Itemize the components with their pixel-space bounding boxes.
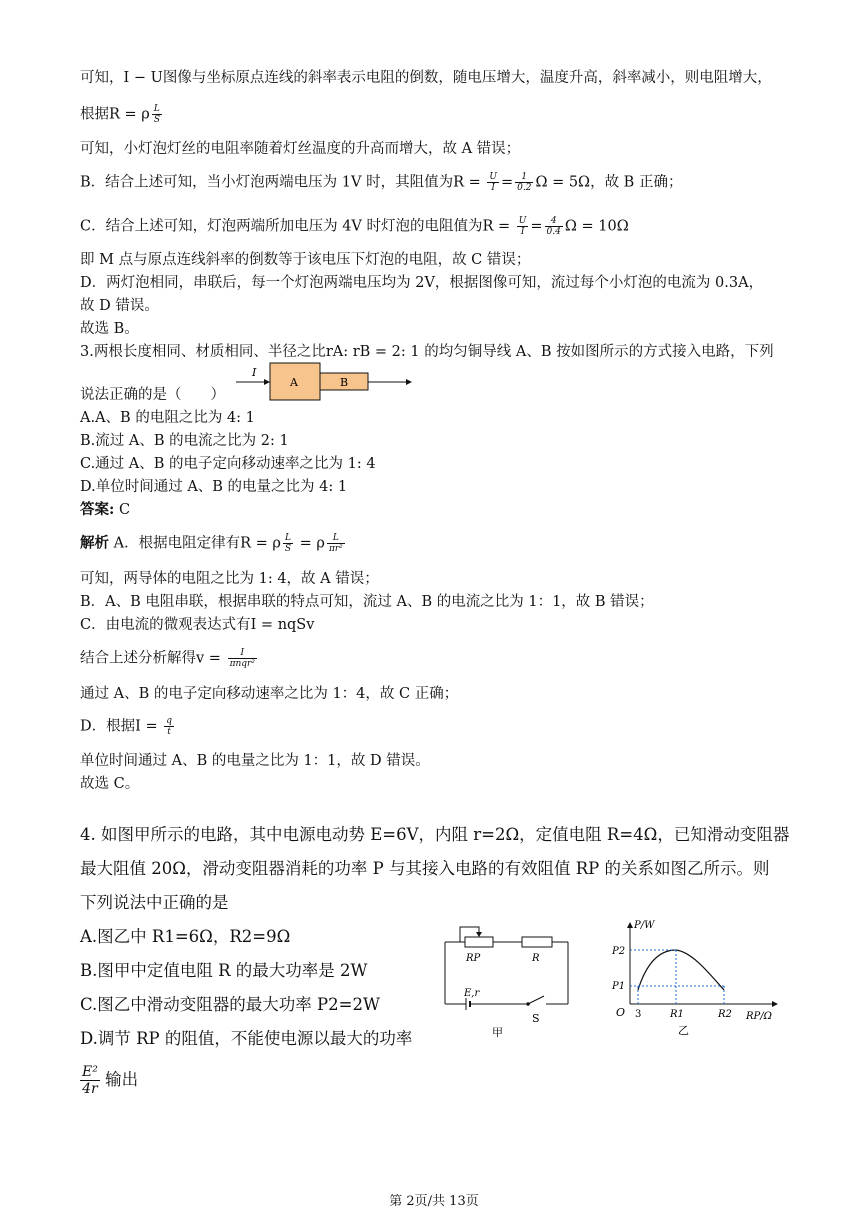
option-c: C.图乙中滑动变阻器的最大功率 P2=2W — [80, 995, 380, 1014]
y-axis-label: P/W — [634, 920, 655, 931]
text-line: D．两灯泡相同，串联后，每一个灯泡两端电压均为 2V，根据图像可知，流过每个小灯泡的电流为 0.3A， — [80, 275, 764, 291]
text-line: 可知，小灯泡灯丝的电阻率随着灯丝温度的升高而增大，故 A 错误； — [80, 141, 521, 157]
resistor-r — [522, 937, 552, 947]
analysis-line: 解析 A．根据电阻定律有R = ρ $\frac{L}{S}$ = ρ $\frac{L}{\text{πr²}}$ — [80, 533, 343, 554]
x-arrow — [772, 1001, 778, 1007]
answer-label: 答案: — [80, 501, 115, 518]
text-line: D．根据I = $\frac{q}{t}$ — [80, 716, 172, 737]
r-label: R — [532, 953, 540, 964]
power-graph — [608, 910, 790, 1040]
question-stem: 下列说法中正确的是 — [80, 893, 229, 912]
option-a: A.图乙中 R1=6Ω，R2=9Ω — [80, 927, 291, 946]
conductor-b-label: B — [340, 376, 349, 389]
option-d: D.单位时间通过 A、B 的电量之比为 4: 1 — [80, 479, 348, 495]
power-curve — [638, 950, 724, 990]
option-d: D.调节 RP 的阻值，不能使电源以最大的功率 — [80, 1029, 413, 1048]
p2-label: P2 — [612, 946, 626, 957]
text-line: $\frac{\text{E²}}{4r}$ 输出 — [82, 1064, 139, 1097]
slider-arrow — [476, 932, 482, 937]
page-footer: 第 2页/共 13页 — [389, 1194, 479, 1209]
fraction: $\frac{L}{S}$ — [153, 104, 160, 125]
question-stem: 4. 如图甲所示的电路，其中电源电动势 E=6V，内阻 r=2Ω，定值电阻 R=4Ω，已知滑动变阻器 — [80, 825, 790, 844]
text-line: 即 M 点与原点连线斜率的倒数等于该电压下灯泡的电阻，故 C 错误； — [80, 252, 531, 268]
option-a: A.A、B 的电阻之比为 4: 1 — [80, 410, 255, 426]
option-b: B.图甲中定值电阻 R 的最大功率是 2W — [80, 961, 368, 980]
text-line: 单位时间通过 A、B 的电量之比为 1：1，故 D 错误。 — [80, 753, 430, 769]
origin-label: O — [616, 1006, 626, 1019]
text-line: 通过 A、B 的电子定向移动速率之比为 1：4，故 C 正确； — [80, 686, 459, 702]
text-line: 结合上述分析解得v = $\frac{I}{\text{πnqr²}}$ — [80, 648, 255, 669]
arrow-right — [406, 379, 412, 385]
y-arrow — [627, 922, 633, 928]
r1-label: R1 — [670, 1009, 684, 1020]
x-axis-label: RP/Ω — [746, 1011, 772, 1022]
switch-lever — [528, 996, 544, 1004]
tick-3: 3 — [635, 1009, 642, 1020]
circuit-caption: 甲 — [492, 1026, 503, 1039]
text-line: 可知，两导体的电阻之比为 1: 4，故 A 错误； — [80, 571, 379, 587]
conductor-diagram — [232, 362, 416, 402]
text-line — [80, 104, 164, 125]
text-line: 可知，I − U图像与坐标原点连线的斜率表示电阻的倒数，随电压增大，温度升高，斜率减小，则电阻增大， — [80, 70, 772, 86]
current-label: I — [252, 366, 257, 379]
switch-label: S — [532, 1012, 540, 1025]
text-line: 故 D 错误。 — [80, 298, 159, 314]
source-label: E,r — [464, 988, 480, 999]
graph-caption: 乙 — [678, 1024, 689, 1037]
text-line: C．由电流的微观表达式有I = nqSv — [80, 617, 315, 633]
answer-value: C — [114, 502, 131, 518]
current-arrow — [264, 379, 270, 385]
option-b: B.流过 A、B 的电流之比为 2: 1 — [80, 433, 289, 449]
question-stem: 最大阻值 20Ω，滑动变阻器消耗的功率 P 与其接入电路的有效阻值 RP 的关系如图乙所示。则 — [80, 859, 770, 878]
circuit-diagram — [440, 918, 580, 1043]
fraction: $\frac{\text{E²}}{4r}$ — [82, 1064, 98, 1097]
text-line: 故选 B。 — [80, 321, 139, 337]
conductor-a-label: A — [290, 376, 298, 389]
text-line: C．结合上述可知，灯泡两端所加电压为 4V 时灯泡的电阻值为R = $\frac{U}{I}$ = $\frac{4}{0.4}$ Ω = 10Ω — [80, 216, 629, 237]
r2-label: R2 — [718, 1009, 732, 1020]
analysis-label: 解析 — [80, 534, 109, 552]
text-line: 故选 C。 — [80, 776, 140, 792]
answer-line — [80, 500, 130, 520]
question-stem-2: 说法正确的是（ ） — [80, 387, 225, 403]
option-c: C.通过 A、B 的电子定向移动速率之比为 1: 4 — [80, 456, 376, 472]
text-line: B．结合上述可知，当小灯泡两端电压为 1V 时，其阻值为R = $\frac{U}{I}$ = $\frac{1}{0.2}$ Ω = 5Ω，故 B 正确； — [80, 172, 683, 193]
p1-label: P1 — [612, 981, 626, 992]
text-line: B．A、B 电阻串联，根据串联的特点可知，流过 A、B 的电流之比为 1：1，故 B 错误； — [80, 594, 654, 610]
formula-text: 根据R = ρ — [80, 106, 150, 123]
rheostat-rp — [465, 937, 493, 947]
rp-label: RP — [466, 953, 481, 964]
question-stem: 3.两根长度相同、材质相同、半径之比rA: rB = 2: 1 的均匀铜导线 A、B 按如图所示的方式接入电路，下列 — [80, 344, 774, 360]
